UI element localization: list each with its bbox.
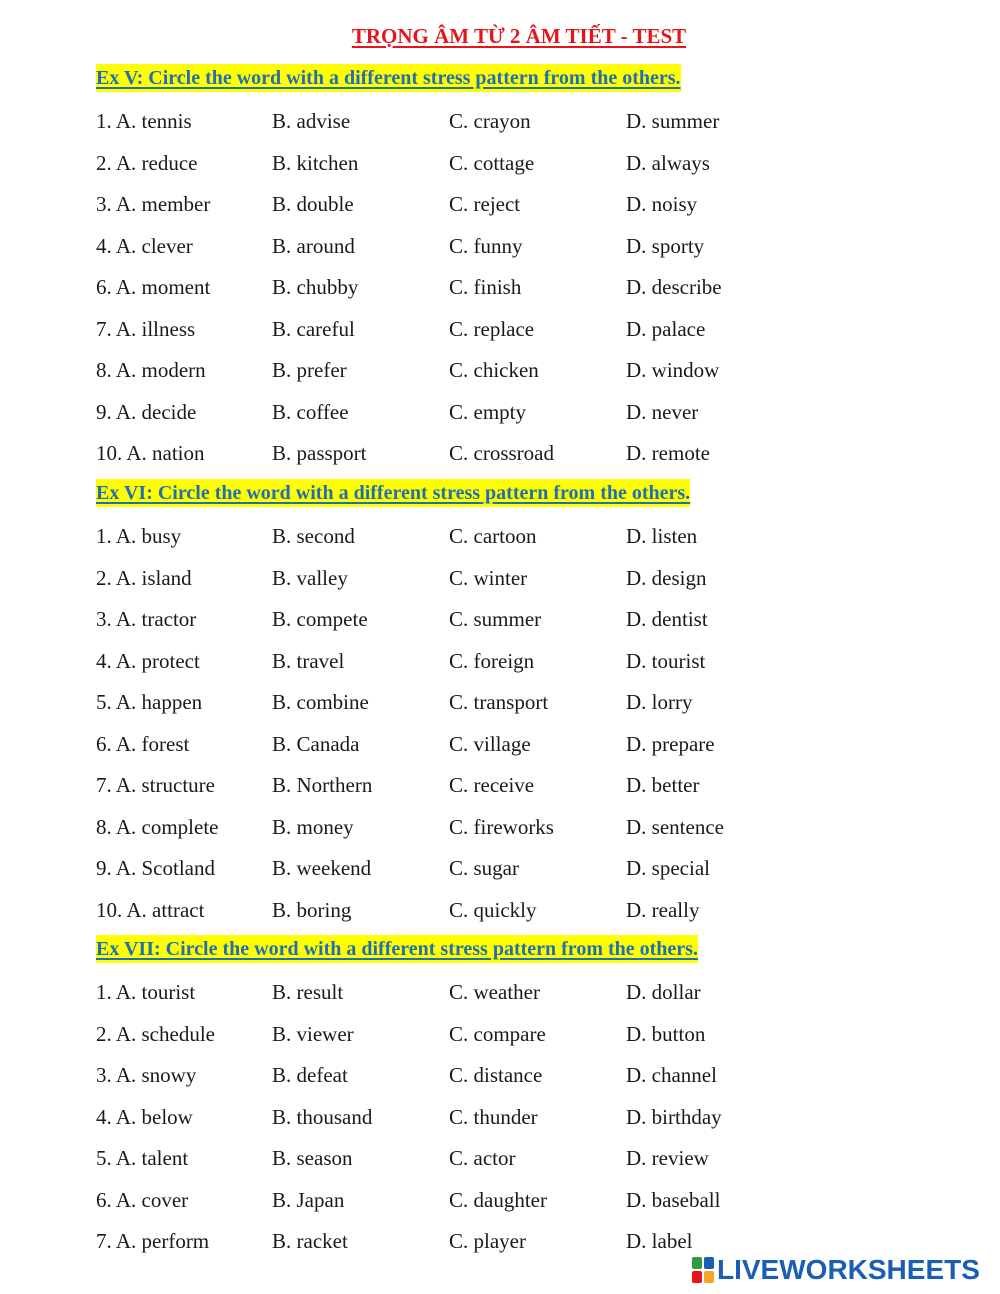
question-row	[0, 604, 1000, 634]
answer-option[interactable]: B. compete	[272, 607, 368, 631]
answer-option[interactable]: 6. A. cover	[96, 1187, 189, 1212]
question-row	[0, 977, 1000, 1007]
answer-option[interactable]: D. button	[626, 1021, 706, 1046]
answer-option[interactable]: D. palace	[626, 316, 706, 341]
answer-option[interactable]: 7. A. perform	[96, 1229, 210, 1253]
answer-option[interactable]: D. special	[626, 856, 710, 880]
liveworksheets-logo-icon	[692, 1257, 714, 1283]
answer-option[interactable]: D. prepare	[626, 731, 715, 756]
question-row	[0, 646, 1000, 676]
answer-option[interactable]: D. birthday	[626, 1104, 722, 1129]
answer-option[interactable]: D. baseball	[626, 1187, 721, 1212]
answer-option[interactable]: 8. A. modern	[96, 358, 206, 382]
answer-option[interactable]: B. money	[272, 814, 354, 839]
answer-option[interactable]: 4. A. below	[96, 1104, 193, 1129]
answer-option[interactable]: C. thunder	[449, 1104, 538, 1129]
question-row	[0, 1019, 1000, 1049]
answer-option[interactable]: C. foreign	[449, 648, 535, 673]
answer-option[interactable]: C. crayon	[449, 109, 531, 133]
answer-option[interactable]: C. crossroad	[449, 441, 554, 465]
answer-option[interactable]: B. passport	[272, 441, 367, 465]
answer-option[interactable]: C. chicken	[449, 358, 539, 382]
answer-option[interactable]: C. player	[449, 1229, 526, 1253]
answer-option[interactable]: 3. A. member	[96, 192, 211, 216]
answer-option[interactable]: B. prefer	[272, 358, 347, 382]
answer-option[interactable]: B. Japan	[272, 1187, 345, 1212]
answer-option[interactable]: B. careful	[272, 316, 355, 341]
answer-option[interactable]: C. fireworks	[449, 814, 554, 839]
answer-option[interactable]: B. season	[272, 1146, 353, 1170]
answer-option[interactable]: C. cartoon	[449, 524, 537, 548]
answer-option[interactable]: D. sporty	[626, 233, 705, 258]
answer-option[interactable]: D. summer	[626, 109, 720, 133]
answer-option[interactable]: 3. A. snowy	[96, 1063, 197, 1087]
answer-option[interactable]: D. label	[626, 1229, 693, 1253]
answer-option[interactable]: B. Canada	[272, 731, 360, 756]
answer-option[interactable]: B. double	[272, 192, 354, 216]
answer-option[interactable]: C. weather	[449, 980, 540, 1004]
answer-option[interactable]: 9. A. Scotland	[96, 856, 215, 880]
answer-option[interactable]: 2. A. island	[96, 565, 192, 590]
answer-option[interactable]: D. remote	[626, 441, 710, 465]
answer-option[interactable]: D. dollar	[626, 980, 701, 1004]
question-row	[0, 812, 1000, 842]
logo-text: LIVEWORKSHEETS	[717, 1254, 980, 1285]
answer-option[interactable]: 6. A. forest	[96, 731, 190, 756]
answer-option[interactable]: C. cottage	[449, 150, 535, 175]
question-row	[0, 729, 1000, 759]
answer-option[interactable]: C. daughter	[449, 1187, 547, 1212]
question-row	[0, 1143, 1000, 1173]
answer-option[interactable]: B. Northern	[272, 773, 373, 797]
question-row	[0, 314, 1000, 344]
question-row	[0, 272, 1000, 302]
question-row	[0, 687, 1000, 717]
answer-option[interactable]: 5. A. happen	[96, 690, 203, 714]
answer-option[interactable]: 4. A. clever	[96, 233, 193, 258]
answer-option[interactable]: B. thousand	[272, 1104, 373, 1129]
answer-option[interactable]: D. describe	[626, 275, 722, 299]
answer-option[interactable]: 1. A. tennis	[96, 109, 192, 133]
answer-option[interactable]: C. winter	[449, 565, 528, 590]
answer-option[interactable]: B. valley	[272, 565, 348, 590]
answer-option[interactable]: 8. A. complete	[96, 814, 219, 839]
answer-option[interactable]: C. actor	[449, 1146, 516, 1170]
exercise-heading: Ex VI: Circle the word with a different stress pattern from the others.	[96, 479, 690, 507]
answer-option[interactable]: D. sentence	[626, 814, 724, 839]
answer-option[interactable]: B. kitchen	[272, 150, 359, 175]
answer-option[interactable]: B. advise	[272, 109, 351, 133]
answer-option[interactable]: 9. A. decide	[96, 399, 197, 424]
answer-option[interactable]: 6. A. moment	[96, 275, 211, 299]
page-title: TRỌNG ÂM TỪ 2 ÂM TIẾT - TEST	[351, 24, 687, 48]
question-row	[0, 1226, 1000, 1256]
answer-option[interactable]: C. village	[449, 731, 531, 756]
answer-option[interactable]: D. channel	[626, 1063, 717, 1087]
answer-option[interactable]: D. noisy	[626, 192, 698, 216]
answer-option[interactable]: B. combine	[272, 690, 369, 714]
answer-option[interactable]: D. never	[626, 399, 699, 424]
question-row	[0, 563, 1000, 593]
answer-option[interactable]: D. lorry	[626, 690, 693, 714]
liveworksheets-logo	[692, 1253, 980, 1287]
question-row	[0, 397, 1000, 427]
answer-option[interactable]: B. weekend	[272, 856, 372, 880]
answer-option[interactable]: B. second	[272, 524, 355, 548]
answer-option[interactable]: B. travel	[272, 648, 345, 673]
answer-option[interactable]: C. summer	[449, 607, 542, 631]
logo-square-3	[692, 1271, 702, 1283]
exercise-heading: Ex VII: Circle the word with a different stress pattern from the others.	[96, 935, 698, 963]
answer-option[interactable]: B. coffee	[272, 399, 349, 424]
exercise-heading: Ex V: Circle the word with a different stress pattern from the others.	[96, 64, 681, 92]
answer-option[interactable]: B. racket	[272, 1229, 348, 1253]
answer-option[interactable]: 7. A. illness	[96, 316, 196, 341]
answer-option[interactable]: B. viewer	[272, 1021, 354, 1046]
answer-option[interactable]: 2. A. schedule	[96, 1021, 215, 1046]
answer-option[interactable]: 10. A. nation	[96, 441, 205, 465]
answer-option[interactable]: D. review	[626, 1146, 709, 1170]
question-row	[0, 1102, 1000, 1132]
answer-option[interactable]: D. dentist	[626, 607, 708, 631]
answer-option[interactable]: B. defeat	[272, 1063, 348, 1087]
answer-option[interactable]: C. funny	[449, 233, 523, 258]
question-row	[0, 189, 1000, 219]
answer-option[interactable]: D. better	[626, 773, 700, 797]
question-row	[0, 438, 1000, 468]
answer-option[interactable]: B. boring	[272, 897, 352, 922]
answer-option[interactable]: C. reject	[449, 192, 521, 216]
answer-option[interactable]: 3. A. tractor	[96, 607, 197, 631]
question-row	[0, 895, 1000, 925]
answer-option[interactable]: C. finish	[449, 275, 522, 299]
question-row	[0, 770, 1000, 800]
answer-option[interactable]: 10. A. attract	[96, 897, 205, 922]
question-row	[0, 521, 1000, 551]
answer-option[interactable]: C. distance	[449, 1063, 543, 1087]
answer-option[interactable]: C. transport	[449, 690, 549, 714]
answer-option[interactable]: D. tourist	[626, 648, 706, 673]
answer-option[interactable]: B. chubby	[272, 275, 359, 299]
answer-option[interactable]: D. listen	[626, 524, 698, 548]
answer-option[interactable]: C. compare	[449, 1021, 546, 1046]
question-row	[0, 355, 1000, 385]
answer-option[interactable]: 5. A. talent	[96, 1146, 189, 1170]
answer-option[interactable]: C. sugar	[449, 856, 519, 880]
answer-option[interactable]: B. around	[272, 233, 355, 258]
answer-option[interactable]: C. receive	[449, 773, 535, 797]
question-row	[0, 1185, 1000, 1215]
question-row	[0, 1060, 1000, 1090]
answer-option[interactable]: C. empty	[449, 399, 526, 424]
answer-option[interactable]: C. replace	[449, 316, 535, 341]
answer-option[interactable]: 1. A. tourist	[96, 980, 196, 1004]
answer-option[interactable]: C. quickly	[449, 897, 537, 922]
answer-option[interactable]: 1. A. busy	[96, 524, 182, 548]
answer-option[interactable]: 4. A. protect	[96, 648, 200, 673]
answer-option[interactable]: D. really	[626, 897, 700, 922]
question-row	[0, 853, 1000, 883]
answer-option[interactable]: D. always	[626, 150, 710, 175]
logo-square-1	[692, 1257, 702, 1269]
question-row	[0, 231, 1000, 261]
answer-option[interactable]: B. result	[272, 980, 344, 1004]
answer-option[interactable]: D. window	[626, 358, 720, 382]
question-row	[0, 148, 1000, 178]
question-row	[0, 106, 1000, 136]
answer-option[interactable]: 7. A. structure	[96, 773, 215, 797]
answer-option[interactable]: D. design	[626, 565, 707, 590]
logo-square-2	[704, 1257, 714, 1269]
logo-square-4	[704, 1271, 714, 1283]
answer-option[interactable]: 2. A. reduce	[96, 150, 198, 175]
